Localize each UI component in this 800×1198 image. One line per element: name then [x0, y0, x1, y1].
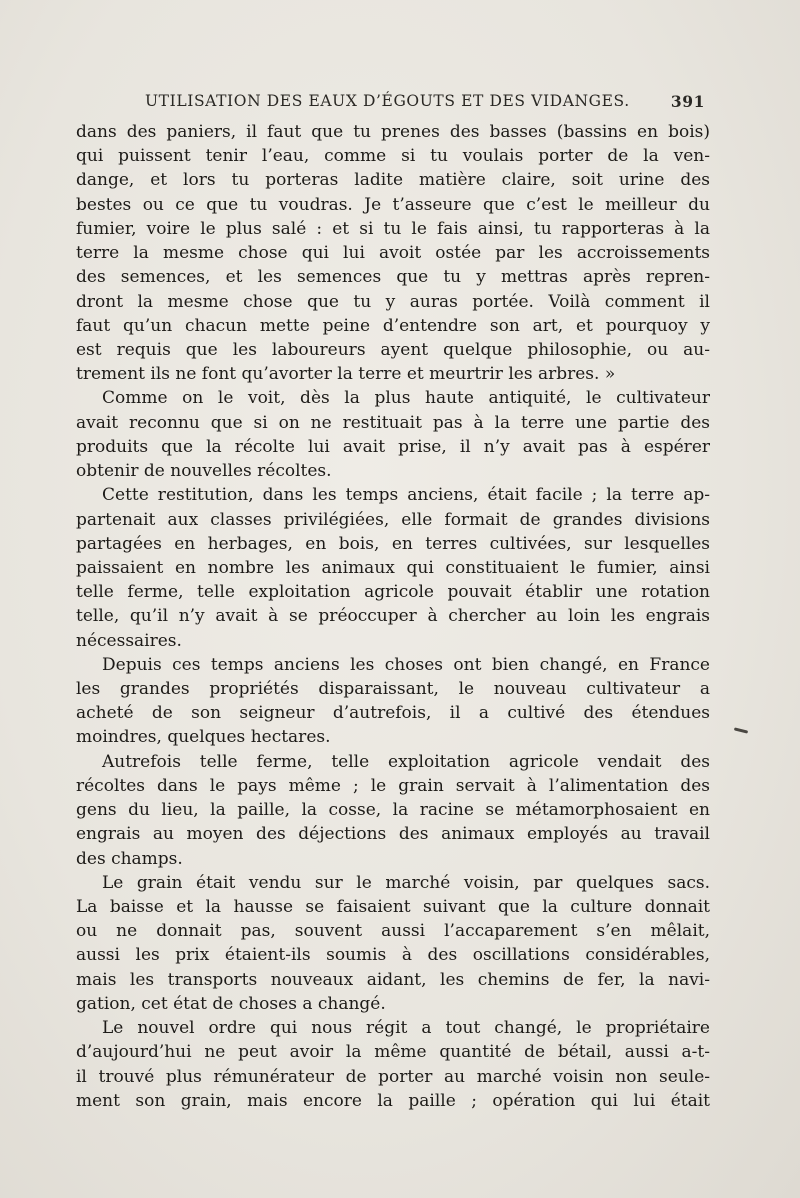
text-line: qui puissent tenir l’eau, comme si tu voulais porter de la ven-	[76, 146, 710, 167]
text-line: acheté de son seigneur d’autrefois, il a cultivé des étendues	[76, 703, 710, 724]
text-line: telle, qu’il n’y avait à se préoccuper à chercher au loin les engrais	[76, 606, 710, 627]
page-number: 391	[670, 92, 705, 111]
text-line: ment son grain, mais encore la paille ; opération qui lui était	[76, 1090, 710, 1111]
text-line: engrais au moyen des déjections des animaux employés au travail	[76, 824, 710, 845]
text-line: trement ils ne font qu’avorter la terre et meurtrir les arbres. »	[76, 364, 616, 385]
text-line: gens du lieu, la paille, la cosse, la racine se métamorphosaient en	[76, 800, 710, 821]
text-line: paissaient en nombre les animaux qui constituaient le fumier, ainsi	[76, 557, 710, 578]
text-line: dront la mesme chose que tu y auras portée. Voilà comment il	[76, 291, 710, 312]
text-line: dans des paniers, il faut que tu prenes des basses (bassins en bois)	[76, 122, 710, 142]
text-line: produits que la récolte lui avait prise, il n’y avait pas à espérer	[76, 436, 710, 457]
text-line: avait reconnu que si on ne restituait pas à la terre une partie des	[76, 412, 710, 433]
text-line: les grandes propriétés disparaissant, le nouveau cultivateur a	[76, 679, 710, 700]
running-title: UTILISATION DES EAUX D’ÉGOUTS ET DES VIDANGES.	[145, 92, 630, 110]
text-line: terre la mesme chose qui lui avoit ostée par les accroissements	[76, 243, 710, 264]
text-line: telle ferme, telle exploitation agricole pouvait établir une rotation	[76, 582, 710, 603]
text-line: gation, cet état de choses a changé.	[76, 993, 386, 1014]
ink-mark	[734, 727, 748, 733]
text-line: partagées en herbages, en bois, en terres cultivées, sur lesquelles	[76, 533, 710, 554]
text-line: moindres, quelques hectares.	[76, 727, 331, 748]
text-line: faut qu’un chacun mette peine d’entendre son art, et pourquoy y	[76, 315, 710, 336]
text-line: La baisse et la hausse se faisaient suivant que la culture donnait	[76, 897, 710, 917]
text-line: Depuis ces temps anciens les choses ont bien changé, en France	[102, 654, 710, 675]
text-line: bestes ou ce que tu voudras. Je t’asseure que c’est le meilleur du	[76, 194, 710, 215]
text-line: des champs.	[76, 848, 183, 869]
text-line: Le grain était vendu sur le marché voisin, par quelques sacs.	[102, 872, 710, 893]
text-line: obtenir de nouvelles récoltes.	[76, 461, 332, 482]
running-header	[145, 92, 705, 114]
text-line: il trouvé plus rémunérateur de porter au marché voisin non seule-	[76, 1066, 710, 1087]
text-line: Cette restitution, dans les temps anciens, était facile ; la terre ap-	[102, 485, 710, 506]
text-line: Comme on le voit, dès la plus haute antiquité, le cultivateur	[102, 388, 710, 409]
text-line: partenait aux classes privilégiées, elle formait de grandes divisions	[76, 509, 710, 530]
text-line: Le nouvel ordre qui nous régit a tout changé, le propriétaire	[102, 1018, 710, 1039]
text-line: est requis que les laboureurs ayent quelque philosophie, ou au-	[76, 339, 710, 360]
text-line: dange, et lors tu porteras ladite matière claire, soit urine des	[76, 170, 710, 191]
text-line: Autrefois telle ferme, telle exploitation agricole vendait des	[102, 751, 710, 772]
body-text	[76, 120, 710, 1113]
text-line: des semences, et les semences que tu y mettras après repren-	[76, 267, 710, 288]
text-line: récoltes dans le pays même ; le grain servait à l’alimentation des	[76, 775, 710, 796]
text-line: aussi les prix étaient-ils soumis à des oscillations considérables,	[76, 945, 710, 966]
text-line: fumier, voire le plus salé : et si tu le fais ainsi, tu rapporteras à la	[76, 218, 710, 239]
text-line: mais les transports nouveaux aidant, les chemins de fer, la navi-	[76, 969, 710, 990]
text-line: nécessaires.	[76, 630, 182, 651]
text-line: ou ne donnait pas, souvent aussi l’accaparement s’en mêlait,	[76, 921, 710, 942]
text-line: d’aujourd’hui ne peut avoir la même quantité de bétail, aussi a-t-	[76, 1042, 710, 1063]
